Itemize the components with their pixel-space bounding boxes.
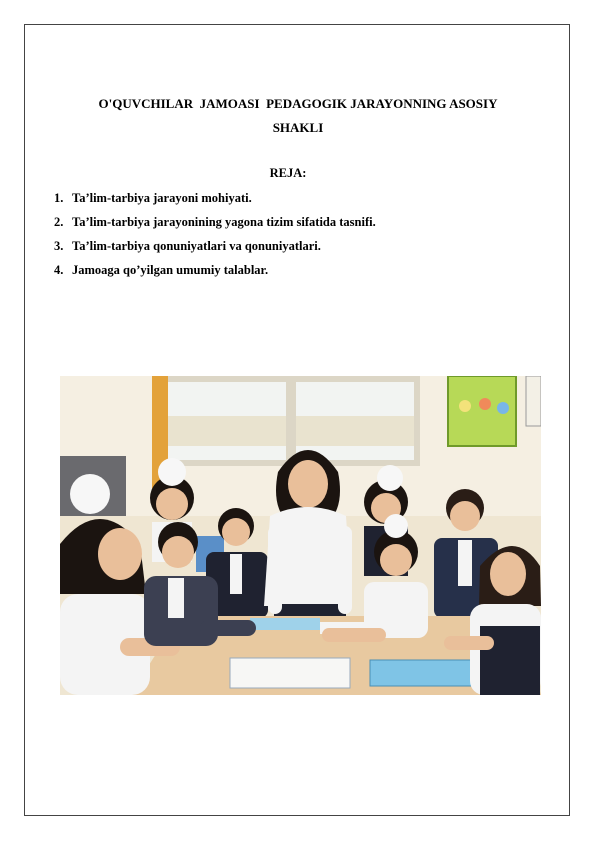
book	[250, 618, 320, 630]
hair-bow	[384, 514, 408, 538]
plan-item	[54, 258, 376, 282]
face	[380, 544, 412, 576]
teacher-arm	[338, 526, 352, 614]
teacher-arm	[268, 526, 282, 614]
hair-bow	[70, 474, 110, 514]
face	[490, 552, 526, 596]
arm	[444, 636, 494, 650]
window-blind	[168, 416, 286, 446]
plan-item-text: Ta’lim-tarbiya jarayonining yagona tizim sifatida tasnifi.	[72, 215, 376, 229]
poster-figure	[459, 400, 471, 412]
poster-figure	[497, 402, 509, 414]
title-line-2: SHAKLI	[272, 120, 324, 135]
poster-figure	[479, 398, 491, 410]
plan-item-text: Ta’lim-tarbiya jarayoni mohiyati.	[72, 191, 252, 205]
hair-bow	[158, 458, 186, 486]
face	[222, 518, 250, 546]
document-title	[40, 92, 556, 140]
title-line-1: O'QUVCHILAR JAMOASI PEDAGOGIK JARAYONNING ASOSIY	[98, 96, 498, 111]
face	[98, 528, 142, 580]
plan-item-text: Ta’lim-tarbiya qonuniyatlari va qonuniyatlari.	[72, 239, 321, 253]
window-blind	[296, 416, 414, 446]
plan-list	[54, 186, 376, 282]
shirt	[458, 540, 472, 586]
shirt	[168, 578, 184, 618]
plan-item	[54, 210, 376, 234]
plan-item-number: 2.	[54, 215, 64, 229]
wall-chart	[526, 376, 541, 426]
plan-item	[54, 234, 376, 258]
plan-item-text: Jamoaga qo’yilgan umumiy talablar.	[72, 263, 269, 277]
face	[162, 536, 194, 568]
teacher-face	[288, 460, 328, 508]
face	[450, 501, 480, 531]
hair-bow	[377, 465, 403, 491]
arm	[200, 620, 256, 636]
classroom-illustration	[60, 376, 541, 695]
arm	[322, 628, 386, 642]
plan-item-number: 1.	[54, 191, 64, 205]
classroom-photo	[60, 376, 541, 695]
plan-item-number: 4.	[54, 263, 64, 277]
plan-item	[54, 186, 376, 210]
plan-heading: REJA:	[269, 166, 307, 180]
face	[156, 488, 188, 520]
notebook	[230, 658, 350, 688]
shirt	[230, 554, 242, 594]
plan-item-number: 3.	[54, 239, 64, 253]
